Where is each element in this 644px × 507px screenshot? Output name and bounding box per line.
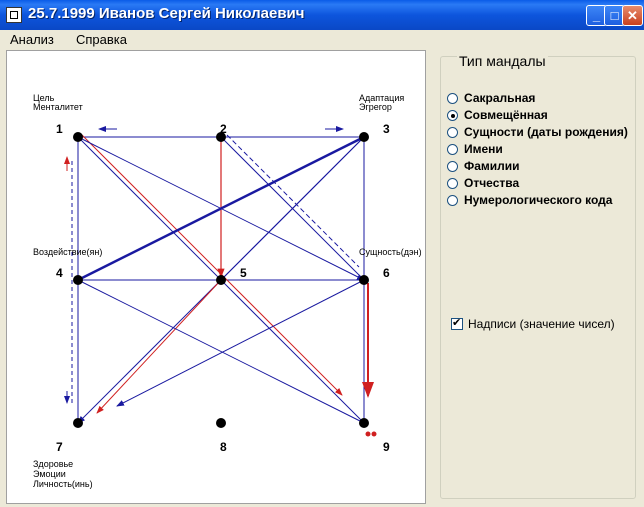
node-8 — [216, 418, 226, 428]
label-emotions: Эмоции — [33, 469, 66, 479]
mandala-diagram — [7, 51, 425, 503]
label-goal: Цель — [33, 93, 55, 103]
label-essence: Сущность(дэн) — [359, 247, 422, 257]
num-7: 7 — [56, 440, 63, 454]
edge-5-7-red — [97, 280, 221, 413]
num-6: 6 — [383, 266, 390, 280]
node-3 — [359, 132, 369, 142]
title-bar[interactable] — [0, 0, 644, 30]
radio-button[interactable] — [447, 161, 458, 172]
node-4 — [73, 275, 83, 285]
radio-button[interactable] — [447, 93, 458, 104]
mandala-canvas — [6, 50, 426, 504]
radio-label: Отчества — [464, 176, 520, 190]
num-2: 2 — [220, 122, 227, 136]
label-adaptation: Адаптация — [359, 93, 405, 103]
radio-label: Сакральная — [464, 91, 536, 105]
edge-1-9-red — [81, 134, 342, 395]
edge-2-6-dashed — [227, 135, 359, 267]
radio-label: Сущности (даты рождения) — [464, 125, 628, 139]
radio-label: Фамилии — [464, 159, 520, 173]
radio-label: Нумерологического кода — [464, 193, 613, 207]
close-button[interactable]: ✕ — [622, 5, 643, 26]
num-9: 9 — [383, 440, 390, 454]
radio-button[interactable] — [447, 178, 458, 189]
menu-help[interactable]: Справка — [76, 32, 127, 47]
app-icon[interactable] — [6, 7, 22, 23]
label-personality: Личность(инь) — [33, 479, 93, 489]
label-mentality: Менталитет — [33, 102, 83, 112]
node-7 — [73, 418, 83, 428]
window-title: 25.7.1999 Иванов Сергей Николаевич — [28, 5, 305, 22]
node-5 — [216, 275, 226, 285]
radio-button[interactable] — [447, 195, 458, 206]
label-egregor: Эгрегор — [359, 102, 392, 112]
radio-button[interactable] — [447, 144, 458, 155]
label-health: Здоровье — [33, 459, 74, 469]
mandala-type-group — [440, 53, 636, 499]
num-5: 5 — [240, 266, 247, 280]
node-9-mark-b — [372, 432, 377, 437]
node-9-mark-a — [366, 432, 371, 437]
num-8: 8 — [220, 440, 227, 454]
maximize-button[interactable]: □ — [604, 5, 625, 26]
node-6 — [359, 275, 369, 285]
minimize-button[interactable]: _ — [586, 5, 607, 26]
menu-analysis[interactable]: Анализ — [10, 32, 54, 47]
label-impact: Воздействие(ян) — [33, 247, 103, 257]
num-3: 3 — [383, 122, 390, 136]
checkbox-box[interactable] — [451, 318, 463, 330]
radio-button[interactable] — [447, 110, 458, 121]
radio-label: Совмещённая — [464, 108, 548, 122]
num-4: 4 — [56, 266, 63, 280]
mandala-type-title: Тип мандалы — [459, 53, 546, 69]
checkbox-label: Надписи (значение чисел) — [468, 317, 615, 331]
options-panel — [430, 50, 644, 507]
node-9 — [359, 418, 369, 428]
menu-bar — [0, 30, 644, 50]
radio-label: Имени — [464, 142, 503, 156]
node-1 — [73, 132, 83, 142]
num-1: 1 — [56, 122, 63, 136]
radio-button[interactable] — [447, 127, 458, 138]
